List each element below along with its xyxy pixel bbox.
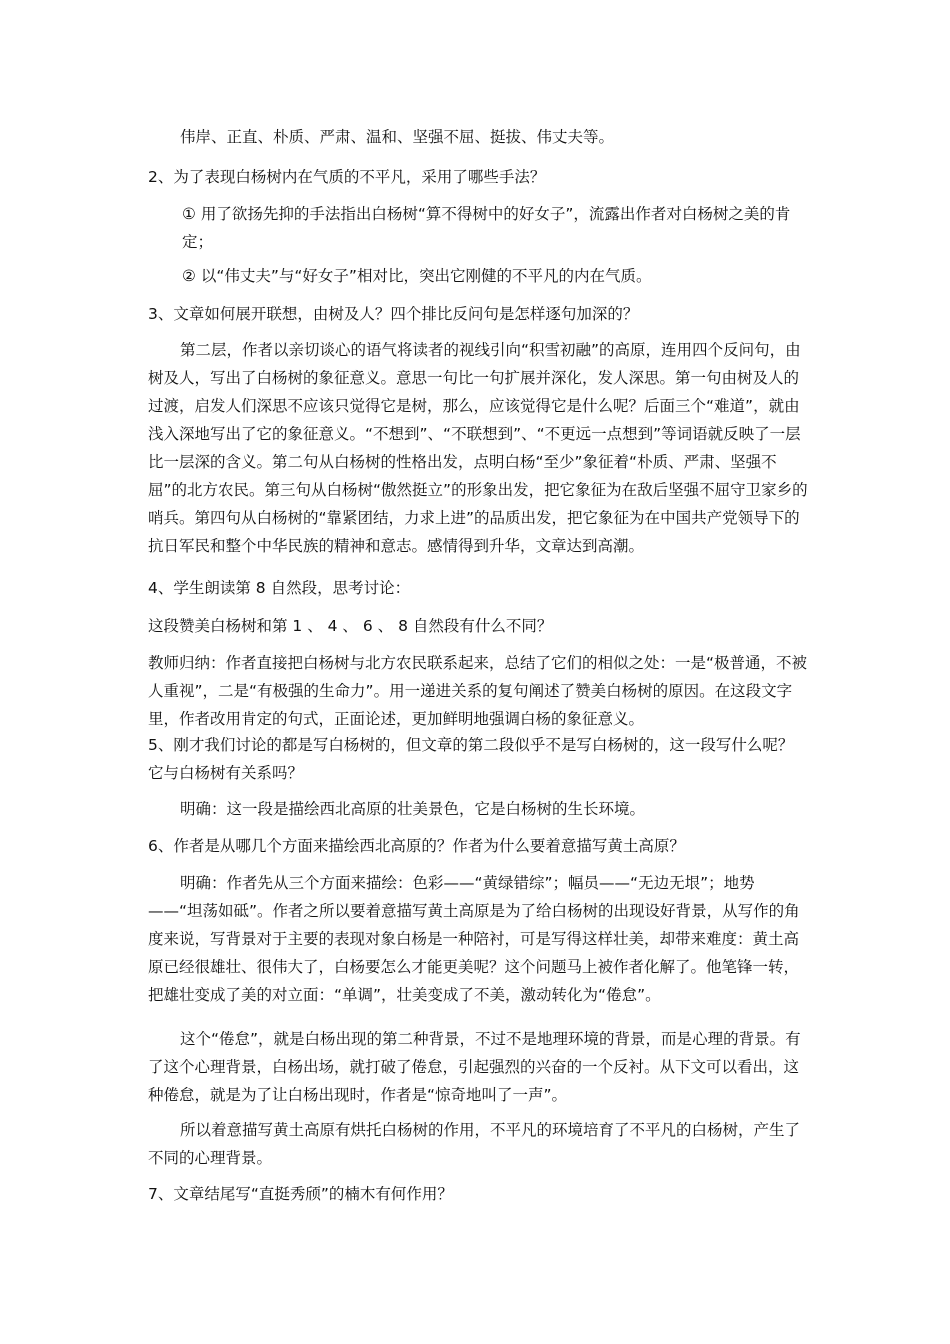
answer-6-continued-background: 这个“倦怠”，就是白杨出现的第二种背景，不过不是地理环境的背景，而是心理的背景。有了这个心理背景，白杨出场，就打破了倦怠，引起强烈的兴奋的一个反衬。从下文可以看出，这种倦怠，就是为了让白杨出现时，作者是“惊奇地叫了一声”。: [148, 1030, 801, 1104]
question-4-prompt: 这段赞美白杨树和第 1 、 4 、 6 、 8 自然段有什么不同？: [148, 617, 553, 635]
answer-6: 明确：作者先从三个方面来描绘：色彩——“黄绿错综”；幅员——“无边无垠”；地势——“坦荡如砥”。作者之所以要着意描写黄土高原是为了给白杨树的出现设好背景，从写作的角度来说，写背景对于主要的表现对象白杨是一种陪衬，可是写得这样壮美，却带来难度：黄土高原已经很雄壮、很伟大了，白杨要怎么才能更美呢？这个问题马上被作者化解了。他笔锋一转，把雄壮变成了美的对立面：“单调”，壮美变成了不美，激动转化为“倦怠”。: [148, 874, 800, 1004]
answer-6-conclusion: 所以着意描写黄土高原有烘托白杨树的作用，不平凡的环境培育了不平凡的白杨树，产生了不同的心理背景。: [148, 1121, 801, 1167]
answer-3: 第二层，作者以亲切谈心的语气将读者的视线引向“积雪初融”的高原，连用四个反问句，由树及人，写出了白杨树的象征意义。意思一句比一句扩展并深化，发人深思。第一句由树及人的过渡，启发人们深思不应该只觉得它是树，那么，应该觉得它是什么呢？后面三个“难道”，就由浅入深地写出了它的象征意义。“不想到”、“不联想到”、“不更远一点想到”等词语就反映了一层比一层深的含义。第二句从白杨树的性格出发，点明白杨“至少”象征着“朴质、严肃、坚强不屈”的北方农民。第三句从白杨树“傲然挺立”的形象出发，把它象征为在敌后坚强不屈守卫家乡的哨兵。第四句从白杨树的“靠紧团结，力求上进”的品质出发，把它象征为在中国共产党领导下的抗日军民和整个中华民族的精神和意志。感情得到升华，文章达到高潮。: [148, 341, 808, 555]
paragraph-trait-list: 伟岸、正直、朴质、严肃、温和、坚强不屈、挺拔、伟丈夫等。: [180, 128, 615, 146]
question-6: 6、作者是从哪几个方面来描绘西北高原的？作者为什么要着意描写黄土高原？: [148, 837, 685, 855]
question-7: 7、文章结尾写“直挺秀颀”的楠木有何作用？: [148, 1185, 453, 1203]
question-2: 2、为了表现白杨树内在气质的不平凡，采用了哪些手法？: [148, 168, 546, 186]
answer-5: 明确：这一段是描绘西北高原的壮美景色，它是白杨树的生长环境。: [180, 800, 646, 818]
question-4: 4、学生朗读第 8 自然段，思考讨论：: [148, 579, 411, 597]
answer-4-teacher-summary: 教师归纳：作者直接把白杨树与北方农民联系起来，总结了它们的相似之处：一是“极普通，不被人重视”，二是“有极强的生命力”。用一递进关系的复句阐述了赞美白杨树的原因。在这段文字里，作者改用肯定的句式，正面论述，更加鲜明地强调白杨的象征意义。: [148, 654, 808, 728]
answer-2-point-2: ② 以“伟丈夫”与“好女子”相对比，突出它刚健的不平凡的内在气质。: [182, 267, 652, 285]
answer-2-point-1: ① 用了欲扬先抑的手法指出白杨树“算不得树中的好女子”，流露出作者对白杨树之美的肯定；: [182, 205, 791, 251]
question-5: 5、刚才我们讨论的都是写白杨树的，但文章的第二段似乎不是写白杨树的，这一段写什么呢？它与白杨树有关系吗？: [148, 736, 794, 782]
question-3: 3、文章如何展开联想，由树及人？四个排比反问句是怎样逐句加深的？: [148, 305, 639, 323]
